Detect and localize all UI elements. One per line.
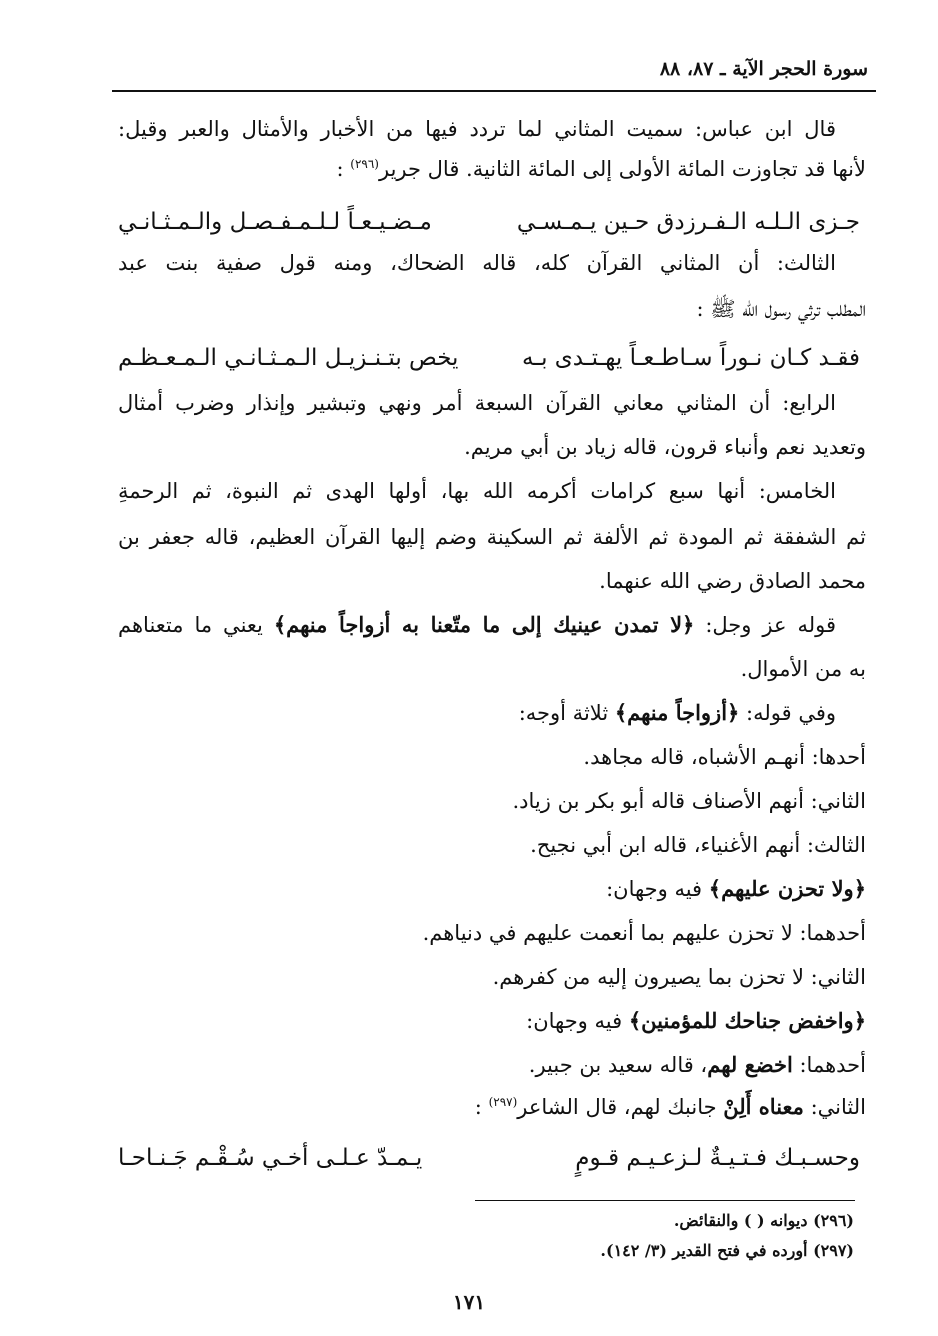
text-line xyxy=(118,152,866,186)
emphasis: معناه أَلِنْ xyxy=(723,1094,804,1119)
verse-hemistich-second: يـمـدّ عـلـى أخـي سُـقْـم جَـنـاحـا xyxy=(118,1145,423,1171)
text-line: قال ابن عباس: سميت المثاني لما تردد فيها من الأخبار والأمثال والعبر وقيل: xyxy=(118,117,836,141)
text-line: المطلب ترثي رسول الله ﷺ : xyxy=(696,297,866,321)
text-span: : xyxy=(336,157,344,181)
poem-verse xyxy=(118,340,860,376)
emphasis: اخضع لهم xyxy=(707,1052,793,1077)
text-span: جانبك لهم، قال الشاعر xyxy=(517,1095,724,1119)
text-line: الرابع: أن المثاني معاني القرآن السبعة أمر ونهي وتبشير وإنذار وضرب أمثال xyxy=(118,391,836,415)
text-line xyxy=(118,696,866,730)
text-span: لأنها قد تجاوزت المائة الأولى إلى المائة الثانية. قال جرير xyxy=(378,157,866,181)
text-line: وتعديد نعم وأنباء قرون، قاله زياد بن أبي مريم. xyxy=(464,435,866,459)
text-span: أحدهما: xyxy=(792,1053,866,1077)
text-span: ثلاثة أوجه: xyxy=(518,701,615,725)
poem-verse xyxy=(118,204,860,240)
verse-hemistich-first: فقـد كـان نـوراً سـاطـعـاً يهـتـدى بـه xyxy=(522,345,860,371)
text-line: الخامس: أنها سبع كرامات أكرمه الله بها، أولها الهدى ثم النبوة، ثم الرحمةِ xyxy=(118,479,836,503)
text-line: الثالث: أن المثاني القرآن كله، قاله الضحاك، ومنه قول صفية بنت عبد xyxy=(118,251,836,275)
quran-quote: ﴿واخفض جناحك للمؤمنين﴾ xyxy=(628,1008,866,1033)
text-line: الثاني: أنهم الأصناف قاله أبو بكر بن زياد. xyxy=(512,789,866,813)
verse-hemistich-second: مـضـيـعـاً لـلـمـفـصـل والـمـثـانـي xyxy=(118,209,432,235)
verse-hemistich-first: جـزى الـلـه الـفـرزدق حـين يـمـسـي xyxy=(516,209,860,235)
verse-hemistich-second: يخص بتـنـزيـل الـمـثـانـي الـمـعـظـم xyxy=(118,345,459,371)
footnote-ref: (٢٩٧) xyxy=(488,1095,518,1109)
text-span: ، قاله سعيد بن جبير. xyxy=(528,1053,708,1077)
text-line: الثالث: أنهم الأغنياء، قاله ابن أبي نجيح. xyxy=(530,833,866,857)
text-span: قوله عز وجل: xyxy=(694,613,836,637)
text-span: الثاني: xyxy=(803,1095,866,1119)
footnote-rule xyxy=(475,1200,855,1201)
running-header: سورة الحجر الآية ـ ٨٧، ٨٨ xyxy=(659,58,868,80)
text-line: محمد الصادق رضي الله عنهما. xyxy=(599,569,866,593)
text-span: وفي قوله: xyxy=(739,701,836,725)
footnote: (٢٩٧) أورده في فتح القدير (٣/ ١٤٢). xyxy=(600,1241,854,1260)
text-line xyxy=(118,608,866,642)
text-line: ثم الشفقة ثم المودة ثم الألفة ثم السكينة وضم إليها القرآن العظيم، قاله جعفر بن xyxy=(118,525,866,549)
text-line: أحدها: أنهـم الأشباه، قاله مجاهد. xyxy=(583,745,866,769)
header-rule xyxy=(112,90,876,92)
quran-quote: ﴿لا تمدن عينيك إلى ما متّعنا به أزواجاً منهم﴾ xyxy=(273,612,695,637)
text-line xyxy=(118,1048,866,1082)
text-span: يعني ما متعناهم xyxy=(118,613,274,637)
footnote-ref: (٢٩٦) xyxy=(350,157,379,171)
footnote: (٢٩٦) ديوانه ( ) والنقائض. xyxy=(673,1211,854,1230)
text-line: الثاني: لا تحزن بما يصيرون إليه من كفرهم. xyxy=(492,965,866,989)
text-span: فيه وجهان: xyxy=(526,1009,629,1033)
verse-hemistich-first: وحسـبـك فـتـيـةٌ لـزعـيـم قـومٍ xyxy=(575,1145,860,1171)
quran-quote: ﴿ولا تحزن عليهم﴾ xyxy=(708,876,866,901)
poem-verse xyxy=(118,1140,860,1176)
text-line xyxy=(118,1090,866,1124)
text-span: : xyxy=(474,1095,482,1119)
text-line xyxy=(118,872,866,906)
quran-quote: ﴿أزواجاً منهم﴾ xyxy=(614,700,740,725)
text-line: به من الأموال. xyxy=(740,657,866,681)
page-number: ١٧١ xyxy=(452,1290,486,1314)
text-line: أحدهما: لا تحزن عليهم بما أنعمت عليهم في دنياهم. xyxy=(422,921,866,945)
text-line xyxy=(118,1004,866,1038)
text-span: فيه وجهان: xyxy=(606,877,709,901)
